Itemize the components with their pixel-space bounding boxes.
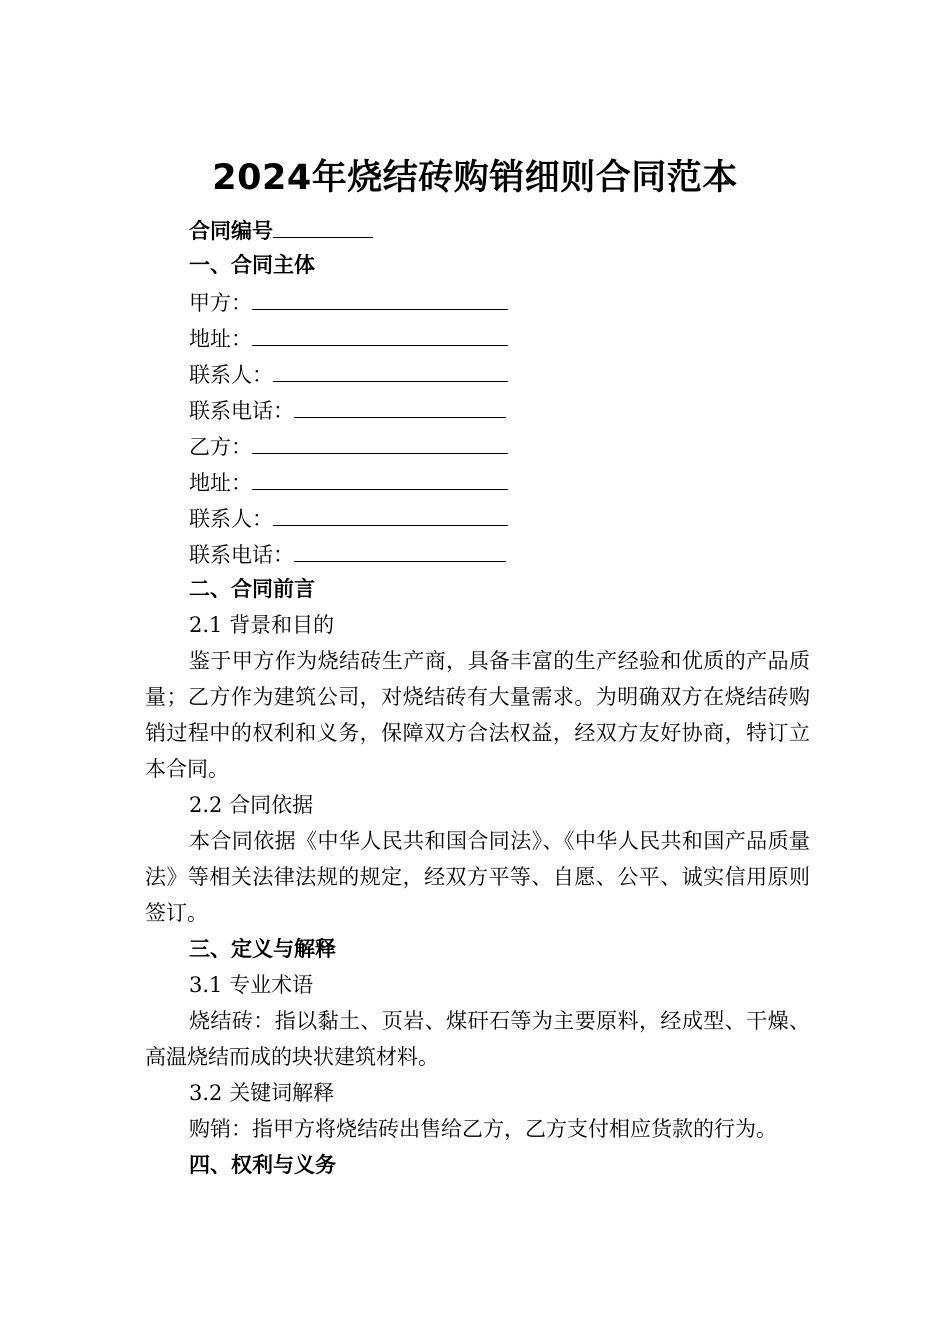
party-a-contact-blank[interactable] bbox=[273, 355, 508, 382]
paragraph-terms-text: 烧结砖：指以黏土、页岩、煤矸石等为主要原料，经成型、干燥、高温烧结而成的块状建筑材料。 bbox=[145, 1009, 810, 1069]
section-heading-rights: 四、权利与义务 bbox=[189, 1153, 336, 1177]
subsection-background: 2.1 背景和目的 bbox=[189, 613, 335, 637]
party-a-contact-label: 联系人： bbox=[189, 363, 273, 387]
section-heading-parties: 一、合同主体 bbox=[189, 253, 315, 277]
party-b-name-label: 乙方： bbox=[189, 435, 252, 459]
party-a-contact-line bbox=[145, 355, 810, 391]
party-a-name-blank[interactable] bbox=[252, 283, 508, 310]
paragraph-background bbox=[145, 643, 810, 787]
subsection-keywords: 3.2 关键词解释 bbox=[189, 1081, 335, 1105]
party-a-name-line bbox=[145, 283, 810, 319]
party-a-name-label: 甲方： bbox=[189, 291, 252, 315]
party-a-phone-label: 联系电话： bbox=[189, 399, 294, 423]
party-b-address-line bbox=[145, 463, 810, 499]
section-heading-definitions: 三、定义与解释 bbox=[189, 937, 336, 961]
subsection-basis: 2.2 合同依据 bbox=[189, 793, 314, 817]
contract-number-blank[interactable] bbox=[273, 211, 373, 238]
party-a-phone-blank[interactable] bbox=[294, 391, 506, 418]
party-b-phone-blank[interactable] bbox=[294, 535, 506, 562]
party-a-address-line bbox=[145, 319, 810, 355]
contract-number-label: 合同编号 bbox=[189, 219, 273, 243]
party-b-contact-line bbox=[145, 499, 810, 535]
party-b-contact-blank[interactable] bbox=[273, 499, 508, 526]
party-a-phone-line bbox=[145, 391, 810, 427]
party-b-name-line bbox=[145, 427, 810, 463]
section-heading-preamble: 二、合同前言 bbox=[189, 577, 315, 601]
party-b-address-label: 地址： bbox=[189, 471, 252, 495]
party-a-address-blank[interactable] bbox=[252, 319, 508, 346]
paragraph-background-text: 鉴于甲方作为烧结砖生产商，具备丰富的生产经验和优质的产品质量；乙方作为建筑公司，对烧结砖有大量需求。为明确双方在烧结砖购销过程中的权利和义务，保障双方合法权益，经双方友好协商，特订立本合同。 bbox=[145, 649, 810, 781]
paragraph-terms bbox=[145, 1003, 810, 1075]
paragraph-basis-text: 本合同依据《中华人民共和国合同法》、《中华人民共和国产品质量法》等相关法律法规的规定，经双方平等、自愿、公平、诚实信用原则签订。 bbox=[145, 829, 810, 925]
document-title: 2024年烧结砖购销细则合同范本 bbox=[212, 158, 738, 198]
party-b-name-blank[interactable] bbox=[252, 427, 508, 454]
party-a-address-label: 地址： bbox=[189, 327, 252, 351]
party-b-phone-line bbox=[145, 535, 810, 571]
paragraph-basis bbox=[145, 823, 810, 931]
paragraph-keywords-text: 购销：指甲方将烧结砖出售给乙方，乙方支付相应货款的行为。 bbox=[189, 1117, 777, 1141]
party-b-address-blank[interactable] bbox=[252, 463, 508, 490]
party-b-phone-label: 联系电话： bbox=[189, 543, 294, 567]
subsection-terms: 3.1 专业术语 bbox=[189, 973, 314, 997]
contract-number-line bbox=[145, 211, 810, 247]
party-b-contact-label: 联系人： bbox=[189, 507, 273, 531]
document-body bbox=[145, 211, 810, 1183]
paragraph-keywords bbox=[145, 1111, 810, 1147]
